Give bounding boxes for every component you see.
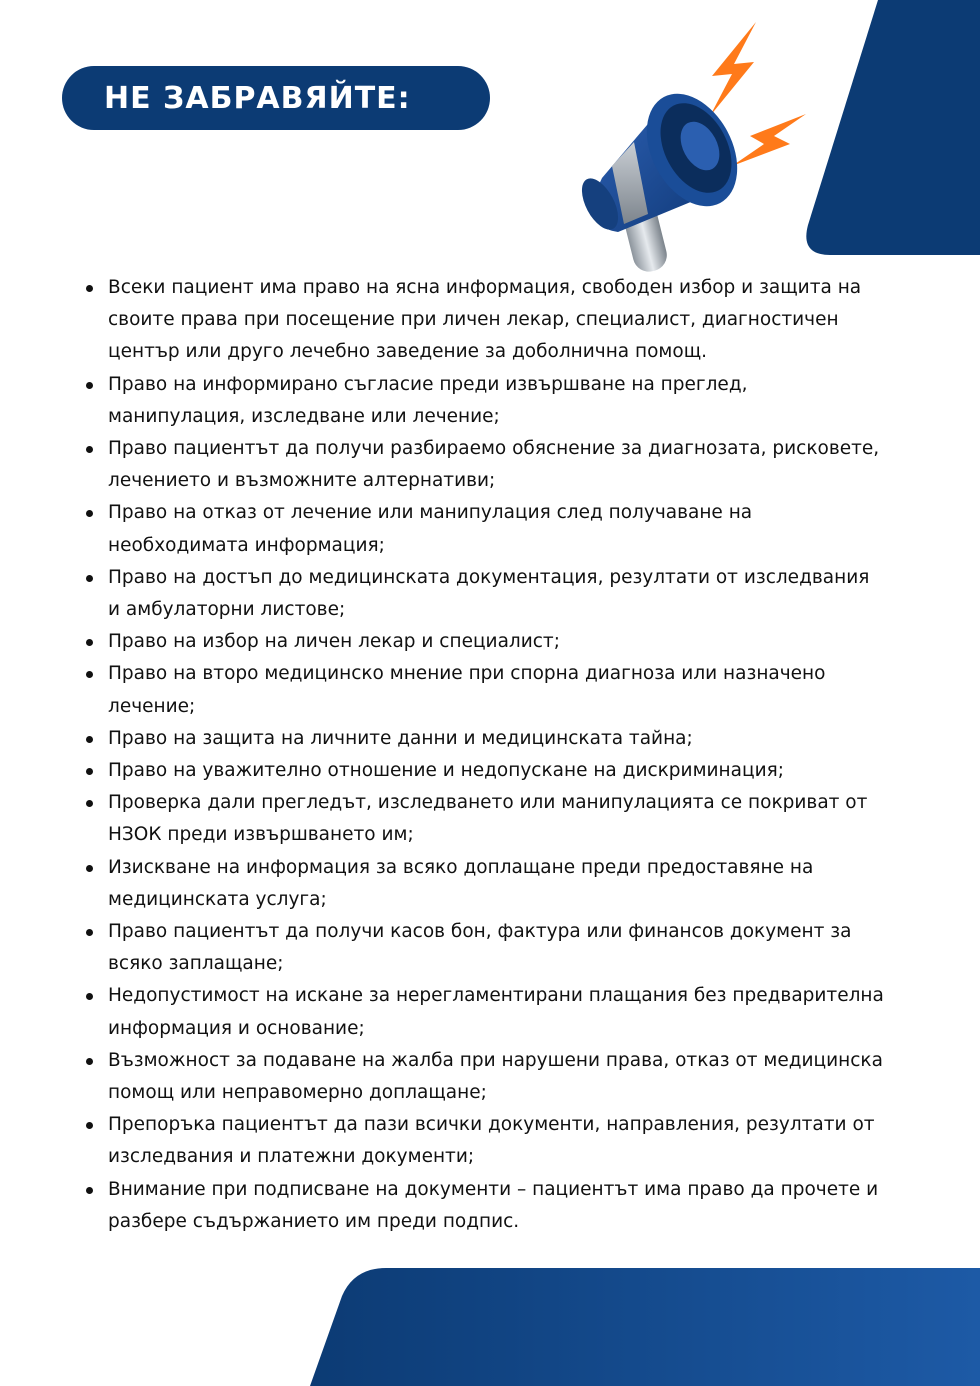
list-item [84,1045,884,1109]
list-item [84,852,884,916]
list-item [84,497,884,561]
list-item [84,916,884,980]
list-item-text: Недопустимост на искане за нерегламентирани плащания без предварителна информация и основание; [108,985,884,1039]
list-item-text: Право на избор на личен лекар и специалист; [108,631,560,653]
lightning-bolt-icon [732,114,806,166]
list-item [84,787,884,851]
list-item-text: Внимание при подписване на документи – пациентът има право да прочете и разбере съдържанието им преди подпис. [108,1178,879,1232]
list-item-text: Право на второ медицинско мнение при спорна диагноза или назначено лечение; [108,663,826,717]
list-item-text: Право на уважително отношение и недопускане на дискриминация; [108,760,784,782]
bullet-icon [86,1122,93,1129]
list-item-text: Изискване на информация за всяко доплащане преди предоставяне на медицинската услуга; [108,856,814,910]
list-item-text: Право пациентът да получи разбираемо обяснение за диагнозата, рисковете, лечението и възможните алтернативи; [108,438,880,492]
bullet-icon [86,736,93,743]
list-item [84,433,884,497]
bullet-icon [86,800,93,807]
list-item [84,272,884,369]
rights-list [84,272,884,1238]
list-item [84,369,884,433]
bullet-icon [86,382,93,389]
list-item-text: Право на достъп до медицинската документация, резултати от изследвания и амбулаторни листове; [108,566,870,621]
bullet-icon [86,671,93,678]
list-item-text: Всеки пациент има право на ясна информация, свободен избор и защита на своите права при посещение при личен лекар, специалист, диагностичен център или друго лечебно заведение за доболнична помощ. [108,277,862,363]
list-item [84,723,884,755]
bullet-icon [86,510,93,517]
corner-decoration-bottom [310,1268,980,1386]
page-title: НЕ ЗАБРАВЯЙТЕ: [104,80,411,116]
heading-banner [62,66,490,130]
list-item [84,1109,884,1173]
corner-decoration-top [800,0,980,255]
list-item-text: Право на защита на личните данни и медицинската тайна; [108,727,693,749]
list-item [84,980,884,1044]
list-item [84,755,884,787]
list-item-text: Право пациентът да получи касов бон, фактура или финансов документ за всяко заплащане; [108,921,852,975]
list-item [84,658,884,722]
bullet-icon [86,285,93,292]
list-item-text: Проверка дали прегледът, изследването или манипулацията се покриват от НЗОК преди извършването им; [108,792,868,846]
bullet-icon [86,575,93,582]
list-item-text: Право на отказ от лечение или манипулация след получаване на необходимата информация; [108,502,753,556]
list-item-text: Възможност за подаване на жалба при нарушени права, отказ от медицинска помощ или неправомерно доплащане; [108,1049,883,1104]
list-item-text: Препоръка пациентът да пази всички документи, направления, резултати от изследвания и платежни документи; [108,1114,875,1168]
bullet-icon [86,929,93,936]
list-item [84,562,884,626]
bullet-icon [86,639,93,646]
bullet-icon [86,446,93,453]
bullet-icon [86,1058,93,1065]
bullet-icon [86,993,93,1000]
bullet-icon [86,768,93,775]
lightning-bolt-icon [710,22,756,116]
list-item [84,1174,884,1238]
bullet-icon [86,1187,93,1194]
megaphone-icon [572,18,812,280]
list-item [84,626,884,658]
bullet-icon [86,865,93,872]
list-item-text: Право на информирано съгласие преди извършване на преглед, манипулация, изследване или лечение; [108,373,748,427]
